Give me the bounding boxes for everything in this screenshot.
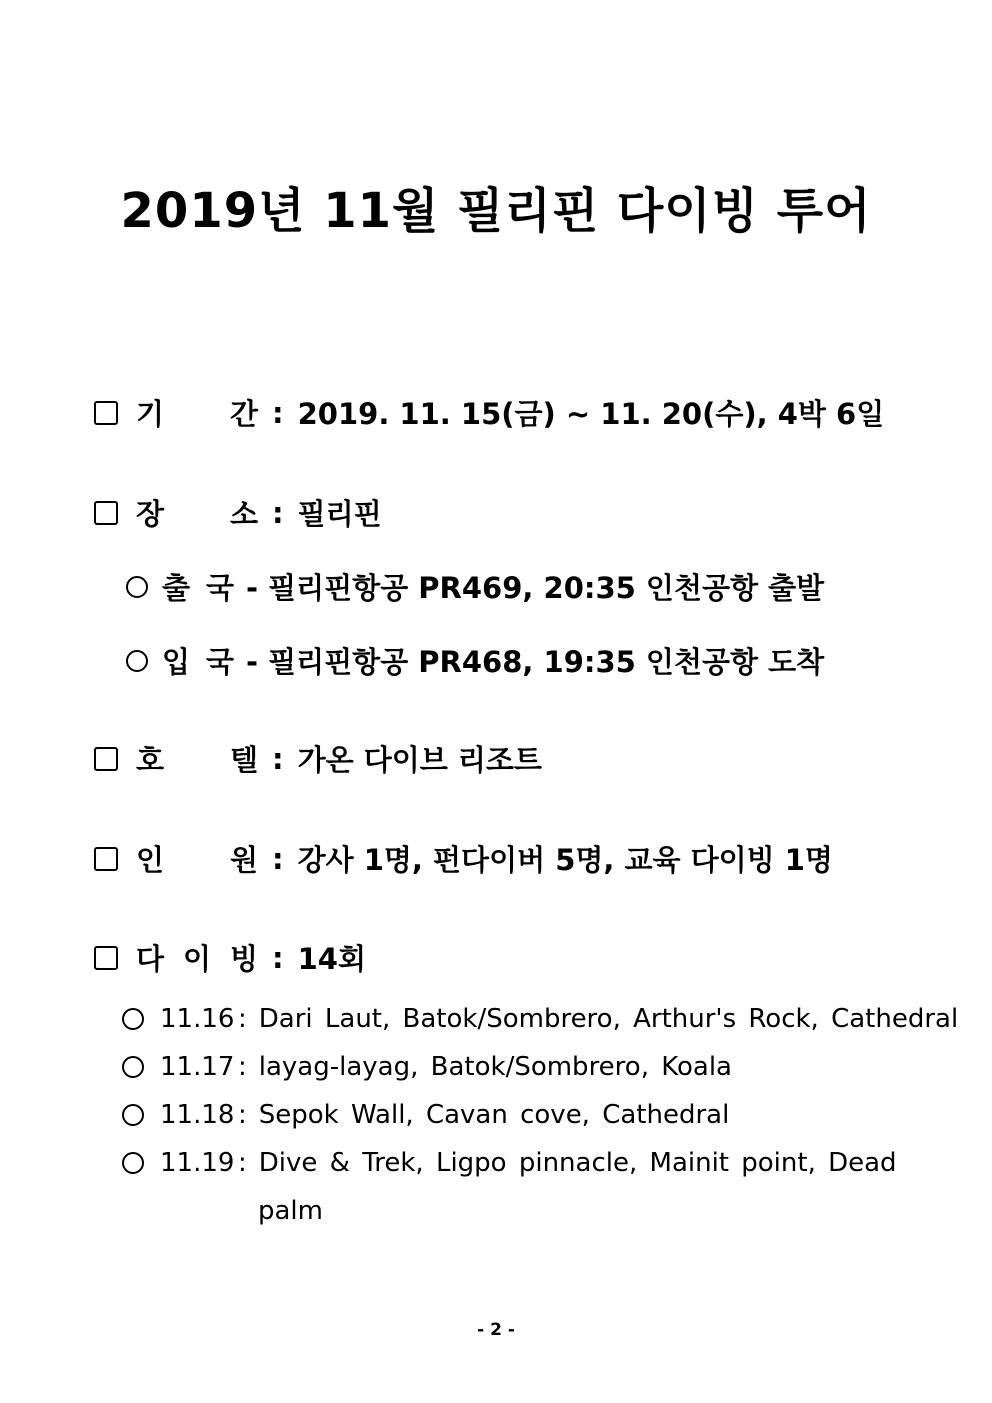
circle-bullet-icon xyxy=(122,1152,144,1174)
dive-sites: Dive & Trek, Ligpo pinnacle, Mainit point, Dead xyxy=(258,1148,897,1178)
dive-day xyxy=(122,1052,732,1082)
item-diving xyxy=(94,937,366,978)
document-title: 2019년 11월 필리핀 다이빙 투어 xyxy=(120,183,872,239)
item-value: 14회 xyxy=(297,942,366,976)
item-value: 강사 1명, 펀다이버 5명, 교육 다이빙 1명 xyxy=(297,843,833,877)
item-place xyxy=(94,492,382,533)
dive-day xyxy=(122,1004,958,1034)
item-label: 장 소 xyxy=(136,497,258,531)
dive-date: 11.18 xyxy=(160,1100,235,1130)
flight-arrival xyxy=(126,640,824,681)
flight-label: 출 국 xyxy=(162,571,234,605)
dive-day xyxy=(122,1100,729,1130)
item-value: 필리핀 xyxy=(297,497,382,531)
dive-date: 11.19 xyxy=(160,1148,235,1178)
flight-departure xyxy=(126,566,824,607)
colon: : xyxy=(272,495,284,530)
dive-day xyxy=(122,1148,897,1178)
circle-bullet-icon xyxy=(126,576,148,598)
item-label: 기 간 xyxy=(136,397,258,431)
item-label: 호 텔 xyxy=(136,743,258,777)
checkbox-icon xyxy=(94,847,118,871)
dive-sites: layag-layag, Batok/Sombrero, Koala xyxy=(258,1052,732,1082)
item-hotel xyxy=(94,738,542,779)
colon: : xyxy=(238,1004,247,1034)
circle-bullet-icon xyxy=(122,1104,144,1126)
flight-value: - 필리핀항공 PR469, 20:35 인천공항 출발 xyxy=(246,571,825,605)
colon: : xyxy=(238,1148,247,1178)
item-people xyxy=(94,838,833,879)
colon: : xyxy=(238,1100,247,1130)
checkbox-icon xyxy=(94,747,118,771)
circle-bullet-icon xyxy=(126,650,148,672)
circle-bullet-icon xyxy=(122,1056,144,1078)
colon: : xyxy=(272,841,284,876)
flight-label: 입 국 xyxy=(162,645,234,679)
page-number: - 2 - xyxy=(477,1320,515,1340)
item-label: 다 이 빙 xyxy=(136,942,258,976)
colon: : xyxy=(272,395,284,430)
dive-date: 11.17 xyxy=(160,1052,235,1082)
dive-date: 11.16 xyxy=(160,1004,235,1034)
dive-sites-continued: palm xyxy=(258,1196,323,1226)
item-label: 인 원 xyxy=(136,843,258,877)
item-value: 가온 다이브 리조트 xyxy=(297,743,542,777)
dive-sites: Sepok Wall, Cavan cove, Cathedral xyxy=(258,1100,730,1130)
colon: : xyxy=(272,940,284,975)
checkbox-icon xyxy=(94,401,118,425)
item-value: 2019. 11. 15(금) ~ 11. 20(수), 4박 6일 xyxy=(297,397,885,431)
dive-sites: Dari Laut, Batok/Sombrero, Arthur's Rock, Cathedral xyxy=(258,1004,959,1034)
colon: : xyxy=(272,741,284,776)
item-period xyxy=(94,392,884,433)
colon: : xyxy=(238,1052,247,1082)
flight-value: - 필리핀항공 PR468, 19:35 인천공항 도착 xyxy=(246,645,825,679)
checkbox-icon xyxy=(94,501,118,525)
checkbox-icon xyxy=(94,946,118,970)
circle-bullet-icon xyxy=(122,1008,144,1030)
